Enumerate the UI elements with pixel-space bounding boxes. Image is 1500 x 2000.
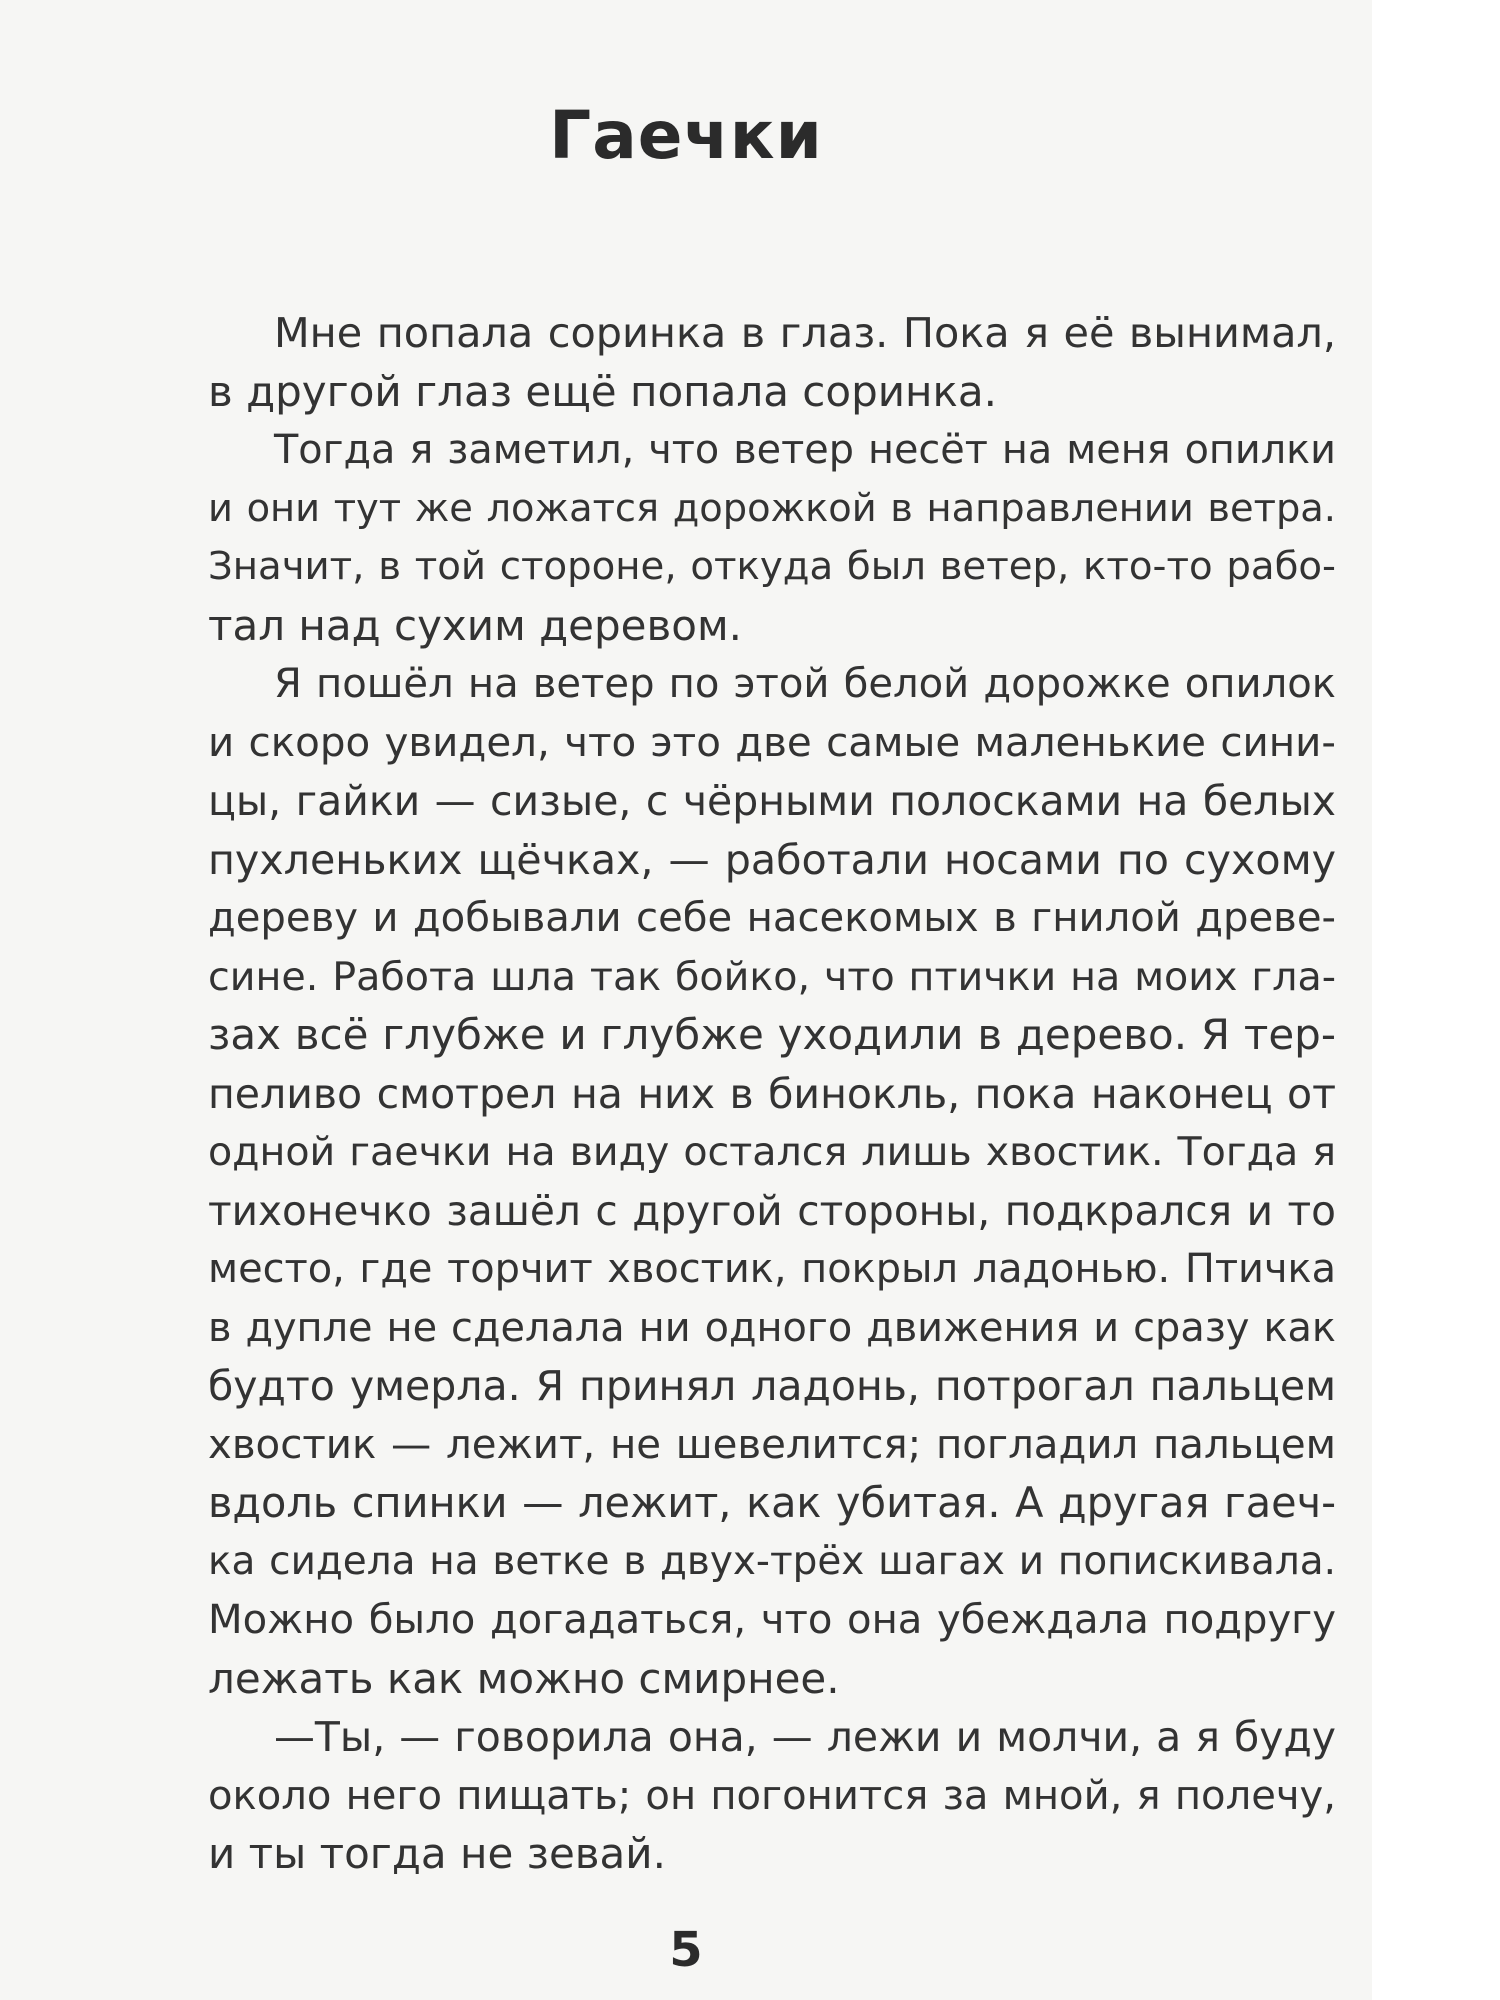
text-line: Мне попала соринка в глаз. Пока я её вынимал, — [274, 309, 1336, 357]
text-line: одной гаечки на виду остался лишь хвостик. Тогда я — [208, 1129, 1336, 1175]
story-title: Гаечки — [549, 97, 823, 174]
text-line: место, где торчит хвостик, покрыл ладонью. Птичка — [208, 1246, 1336, 1292]
story-text — [208, 304, 1336, 1884]
text-line: Можно было догадаться, что она убеждала подругу — [208, 1597, 1336, 1643]
text-line: около него пищать; он погонится за мной, я полечу, — [208, 1772, 1336, 1819]
text-line: и скоро увидел, что это две самые маленькие сини- — [208, 718, 1336, 766]
paragraph-3 — [208, 655, 1336, 1708]
text-line: в другой глаз ещё попала соринка. — [208, 366, 997, 416]
text-line: хвостик — лежит, не шевелится; погладил пальцем — [208, 1421, 1336, 1468]
paragraph-4 — [208, 1708, 1336, 1884]
text-line: Тогда я заметил, что ветер несёт на меня опилки — [274, 427, 1336, 473]
paragraph-2 — [208, 421, 1336, 655]
text-line: вдоль спинки — лежит, как убитая. А другая гаеч- — [208, 1479, 1336, 1527]
text-line: будто умерла. Я принял ладонь, потрогал пальцем — [208, 1362, 1336, 1410]
text-line: Я пошёл на ветер по этой белой дорожке опилок — [274, 661, 1336, 707]
text-line: ка сидела на ветке в двух-трёх шагах и попискивала. — [208, 1538, 1336, 1584]
text-line: цы, гайки — сизые, с чёрными полосками на белых — [208, 777, 1336, 825]
text-line: тихонечко зашёл с другой стороны, подкрался и то — [208, 1186, 1336, 1235]
text-line: —Ты, — говорила она, — лежи и молчи, а я буду — [274, 1713, 1336, 1761]
text-line: сине. Работа шла так бойко, что птички на моих гла- — [208, 953, 1336, 1000]
text-line: лежать как можно смирнее. — [208, 1653, 840, 1703]
text-line: в дупле не сделала ни одного движения и сразу как — [208, 1304, 1336, 1351]
page-number: 5 — [669, 1922, 703, 1978]
text-line: тал над сухим деревом. — [208, 600, 742, 650]
text-line: и они тут же ложатся дорожкой в направлении ветра. — [208, 485, 1336, 531]
text-line: пухленьких щёчках, — работали носами по сухому — [208, 835, 1336, 884]
text-line: Значит, в той стороне, откуда был ветер, кто-то рабо- — [208, 544, 1336, 589]
paragraph-1 — [208, 304, 1336, 421]
text-line: дереву и добывали себе насекомых в гнилой древе- — [208, 895, 1336, 941]
text-line: зах всё глубже и глубже уходили в дерево. Я тер- — [208, 1010, 1336, 1059]
text-line: и ты тогда не зевай. — [208, 1829, 666, 1878]
text-line: пеливо смотрел на них в бинокль, пока наконец от — [208, 1069, 1336, 1118]
